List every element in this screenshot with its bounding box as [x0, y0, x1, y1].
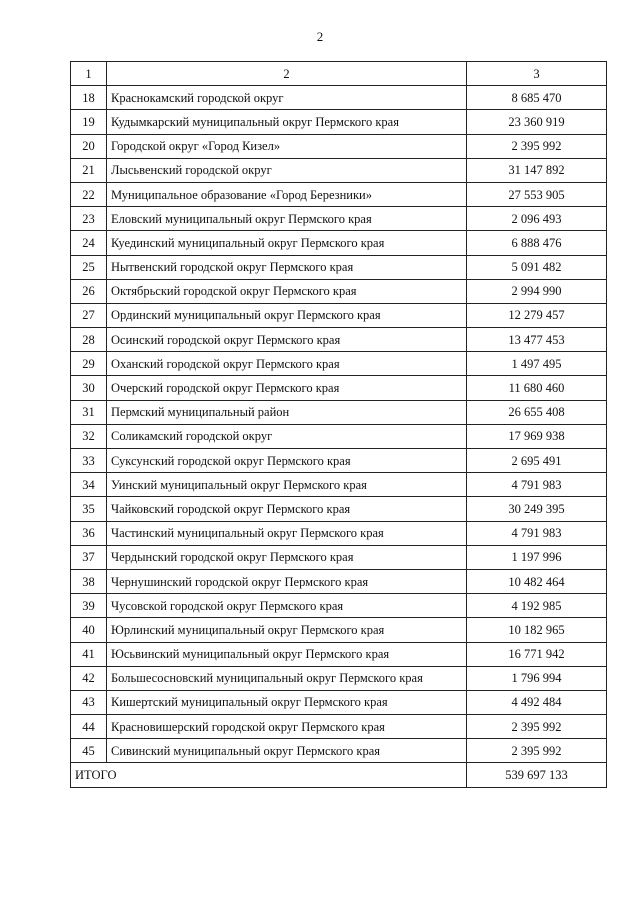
table-row — [71, 255, 607, 279]
allocation-amount: 16 771 942 — [467, 642, 607, 666]
row-number: 40 — [71, 618, 107, 642]
allocation-amount: 31 147 892 — [467, 158, 607, 182]
table-row — [71, 521, 607, 545]
allocation-amount: 4 492 484 — [467, 690, 607, 714]
row-number: 27 — [71, 303, 107, 327]
page-number: 2 — [316, 29, 324, 44]
table-body — [71, 86, 607, 763]
row-number: 37 — [71, 545, 107, 569]
municipality-name: Краснокамский городской округ — [107, 86, 467, 110]
allocation-amount: 10 482 464 — [467, 569, 607, 593]
municipality-name: Ординский муниципальный округ Пермского края — [107, 303, 467, 327]
allocation-table — [70, 61, 607, 788]
allocation-amount: 4 192 985 — [467, 594, 607, 618]
table-row — [71, 545, 607, 569]
table-row — [71, 739, 607, 763]
table-row — [71, 594, 607, 618]
table-row — [71, 618, 607, 642]
row-number: 21 — [71, 158, 107, 182]
allocation-amount: 5 091 482 — [467, 255, 607, 279]
municipality-name: Еловский муниципальный округ Пермского края — [107, 207, 467, 231]
municipality-name: Муниципальное образование «Город Березники» — [107, 182, 467, 206]
table-row — [71, 303, 607, 327]
column-header-3: 3 — [467, 62, 607, 86]
table-row — [71, 497, 607, 521]
row-number: 29 — [71, 352, 107, 376]
row-number: 20 — [71, 134, 107, 158]
table-row — [71, 715, 607, 739]
allocation-amount: 26 655 408 — [467, 400, 607, 424]
table-header-row — [71, 62, 607, 86]
municipality-name: Октябрьский городской округ Пермского края — [107, 279, 467, 303]
row-number: 35 — [71, 497, 107, 521]
municipality-name: Городской округ «Город Кизел» — [107, 134, 467, 158]
municipality-name: Кишертский муниципальный округ Пермского края — [107, 690, 467, 714]
allocation-amount: 2 395 992 — [467, 715, 607, 739]
allocation-amount: 2 994 990 — [467, 279, 607, 303]
row-number: 44 — [71, 715, 107, 739]
row-number: 24 — [71, 231, 107, 255]
allocation-amount: 6 888 476 — [467, 231, 607, 255]
total-label: ИТОГО — [71, 763, 467, 787]
row-number: 30 — [71, 376, 107, 400]
allocation-amount: 10 182 965 — [467, 618, 607, 642]
allocation-amount: 8 685 470 — [467, 86, 607, 110]
row-number: 23 — [71, 207, 107, 231]
allocation-amount: 2 395 992 — [467, 739, 607, 763]
table-row — [71, 352, 607, 376]
row-number: 32 — [71, 424, 107, 448]
municipality-name: Осинский городской округ Пермского края — [107, 328, 467, 352]
row-number: 31 — [71, 400, 107, 424]
table-row — [71, 328, 607, 352]
column-header-1: 1 — [71, 62, 107, 86]
row-number: 25 — [71, 255, 107, 279]
table-row — [71, 690, 607, 714]
municipality-name: Сивинский муниципальный округ Пермского края — [107, 739, 467, 763]
total-amount: 539 697 133 — [467, 763, 607, 787]
row-number: 41 — [71, 642, 107, 666]
municipality-name: Оханский городской округ Пермского края — [107, 352, 467, 376]
total-row — [71, 763, 607, 787]
row-number: 43 — [71, 690, 107, 714]
row-number: 39 — [71, 594, 107, 618]
table-row — [71, 207, 607, 231]
municipality-name: Юрлинский муниципальный округ Пермского края — [107, 618, 467, 642]
municipality-name: Кудымкарский муниципальный округ Пермского края — [107, 110, 467, 134]
table-row — [71, 134, 607, 158]
allocation-amount: 4 791 983 — [467, 473, 607, 497]
municipality-name: Нытвенский городской округ Пермского края — [107, 255, 467, 279]
table-row — [71, 424, 607, 448]
row-number: 19 — [71, 110, 107, 134]
allocation-amount: 1 796 994 — [467, 666, 607, 690]
municipality-name: Частинский муниципальный округ Пермского края — [107, 521, 467, 545]
row-number: 36 — [71, 521, 107, 545]
municipality-name: Юсьвинский муниципальный округ Пермского края — [107, 642, 467, 666]
table-row — [71, 86, 607, 110]
allocation-amount: 23 360 919 — [467, 110, 607, 134]
municipality-name: Очерский городской округ Пермского края — [107, 376, 467, 400]
table-row — [71, 449, 607, 473]
allocation-amount: 11 680 460 — [467, 376, 607, 400]
municipality-name: Пермский муниципальный район — [107, 400, 467, 424]
municipality-name: Большесосновский муниципальный округ Пермского края — [107, 666, 467, 690]
table-row — [71, 279, 607, 303]
table-row — [71, 231, 607, 255]
row-number: 18 — [71, 86, 107, 110]
table-row — [71, 473, 607, 497]
row-number: 38 — [71, 569, 107, 593]
table-row — [71, 182, 607, 206]
allocation-amount: 1 497 495 — [467, 352, 607, 376]
municipality-name: Уинский муниципальный округ Пермского края — [107, 473, 467, 497]
municipality-name: Чердынский городской округ Пермского края — [107, 545, 467, 569]
municipality-name: Чусовской городской округ Пермского края — [107, 594, 467, 618]
municipality-name: Чернушинский городской округ Пермского края — [107, 569, 467, 593]
table-row — [71, 400, 607, 424]
table-row — [71, 569, 607, 593]
municipality-name: Красновишерский городской округ Пермского края — [107, 715, 467, 739]
row-number: 28 — [71, 328, 107, 352]
table-row — [71, 666, 607, 690]
allocation-amount: 2 096 493 — [467, 207, 607, 231]
municipality-name: Чайковский городской округ Пермского края — [107, 497, 467, 521]
allocation-amount: 13 477 453 — [467, 328, 607, 352]
row-number: 45 — [71, 739, 107, 763]
allocation-amount: 2 695 491 — [467, 449, 607, 473]
table-row — [71, 110, 607, 134]
table-row — [71, 642, 607, 666]
row-number: 33 — [71, 449, 107, 473]
table-row — [71, 158, 607, 182]
row-number: 22 — [71, 182, 107, 206]
allocation-amount: 4 791 983 — [467, 521, 607, 545]
municipality-name: Лысьвенский городской округ — [107, 158, 467, 182]
allocation-amount: 27 553 905 — [467, 182, 607, 206]
row-number: 34 — [71, 473, 107, 497]
row-number: 42 — [71, 666, 107, 690]
allocation-amount: 30 249 395 — [467, 497, 607, 521]
row-number: 26 — [71, 279, 107, 303]
municipality-name: Соликамский городской округ — [107, 424, 467, 448]
allocation-amount: 12 279 457 — [467, 303, 607, 327]
municipality-name: Куединский муниципальный округ Пермского края — [107, 231, 467, 255]
allocation-amount: 1 197 996 — [467, 545, 607, 569]
allocation-amount: 17 969 938 — [467, 424, 607, 448]
column-header-2: 2 — [107, 62, 467, 86]
municipality-name: Суксунский городской округ Пермского края — [107, 449, 467, 473]
table-row — [71, 376, 607, 400]
allocation-amount: 2 395 992 — [467, 134, 607, 158]
